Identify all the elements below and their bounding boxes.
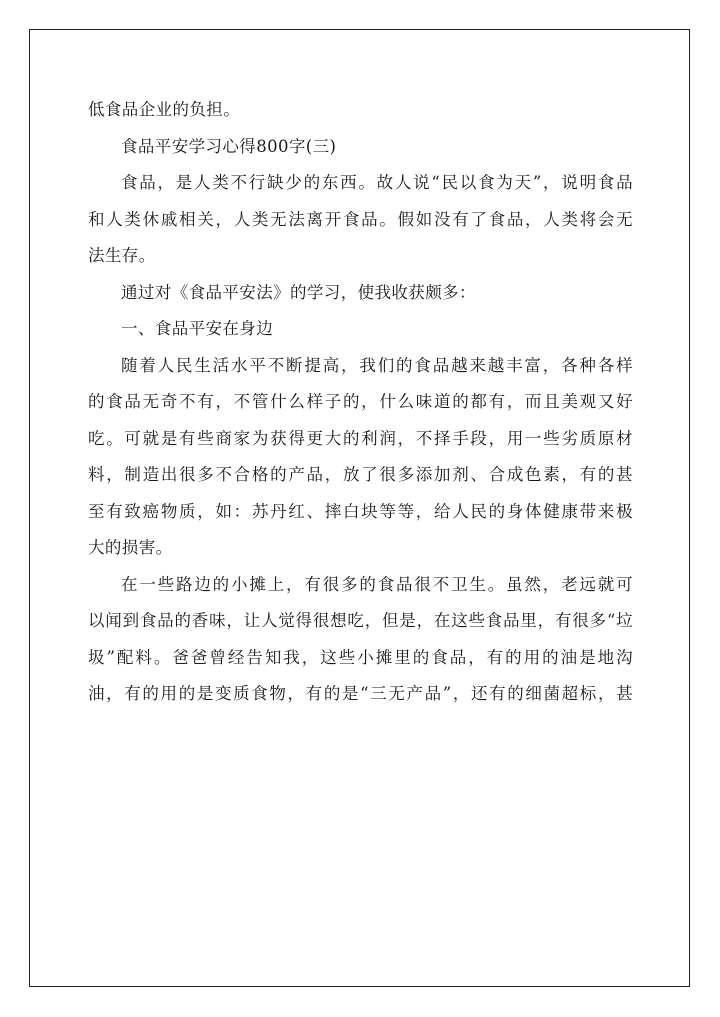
text-line: 法生存。 — [88, 246, 156, 265]
text-line: 的食品无奇不有，不管什么样子的，什么味道的都有，而且美观又好 — [88, 392, 633, 411]
text-line: 油，有的用的是变质食物，有的是“三无产品”，还有的细菌超标，甚 — [88, 684, 633, 703]
text-line: 通过对《食品平安法》的学习，使我收获颇多： — [121, 282, 476, 302]
text-line: 以闻到食品的香味，让人觉得很想吃，但是，在这些食品里，有很多“垃 — [88, 611, 633, 630]
text-line: 大的损害。 — [88, 538, 173, 557]
text-line: 食品，是人类不行缺少的东西。故人说“民以食为天”，说明食品 — [121, 173, 633, 192]
text-line: 在一些路边的小摊上，有很多的食品很不卫生。虽然，老远就可 — [121, 574, 633, 594]
document-body — [88, 92, 633, 713]
text-line: 圾”配料。爸爸曾经告知我，这些小摊里的食品，有的用的油是地沟 — [88, 647, 633, 667]
section-heading: 食品平安学习心得800字(三) — [121, 136, 337, 156]
text-line: 随着人民生活水平不断提高，我们的食品越来越丰富，各种各样 — [121, 355, 633, 375]
subheading: 一、食品平安在身边 — [121, 319, 274, 338]
text-line: 吃。可就是有些商家为获得更大的利润，不择手段，用一些劣质原材 — [88, 428, 633, 448]
text-line: 低食品企业的负担。 — [88, 100, 241, 119]
text-line: 至有致癌物质，如：苏丹红、摔白块等等，给人民的身体健康带来极 — [88, 501, 633, 521]
text-line: 料，制造出很多不合格的产品，放了很多添加剂、合成色素，有的甚 — [88, 465, 633, 484]
text-line: 和人类休戚相关，人类无法离开食品。假如没有了食品，人类将会无 — [88, 209, 633, 229]
